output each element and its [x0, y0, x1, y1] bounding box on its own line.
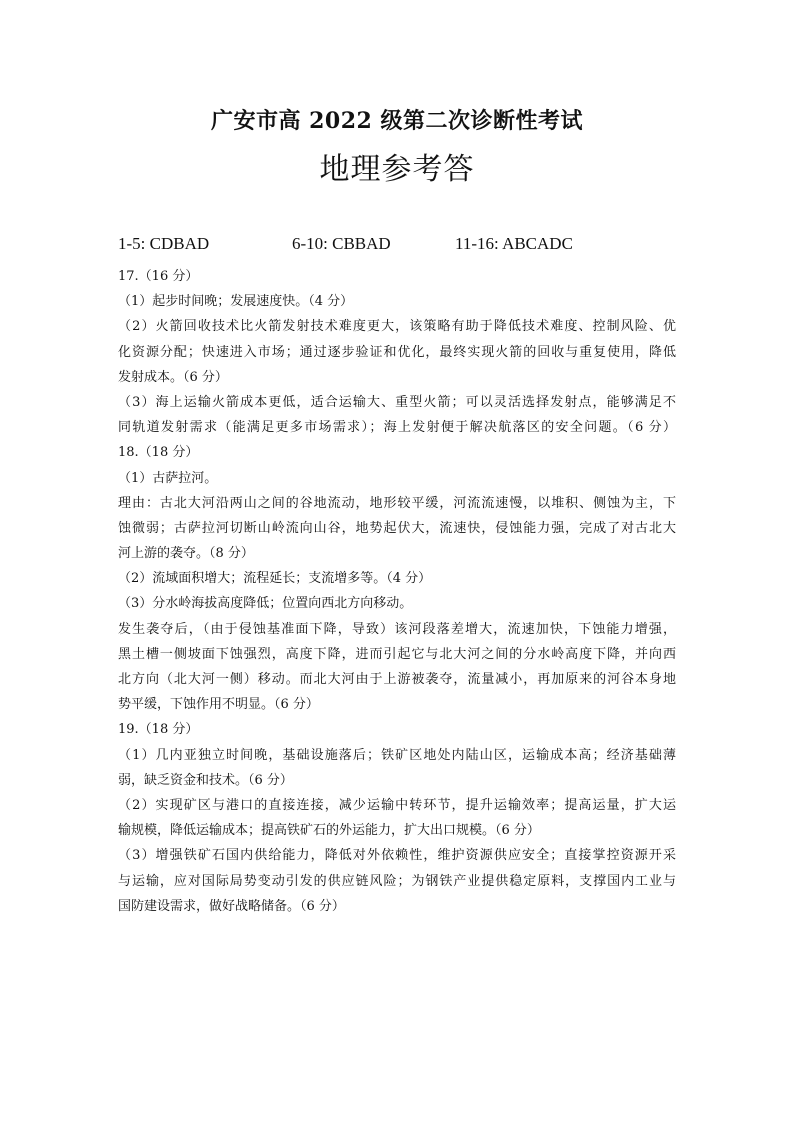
- answer-line: 发射成本。（6 分）: [118, 369, 228, 385]
- answer-line: （3）分水岭海拔高度降低；位置向西北方向移动。: [118, 596, 413, 612]
- answer-line: 发生袭夺后，（由于侵蚀基准面下降，导致）该河段落差增大，流速加快，下蚀能力增强，: [118, 621, 676, 637]
- answer-line: 河上游的袭夺。（8 分）: [118, 546, 254, 562]
- answer-line: 黑土槽一侧坡面下蚀强烈，高度下降，进而引起它与北大河之间的分水岭高度下降，并向西: [118, 646, 676, 662]
- mc-answers-11-16: 11-16: ABCADC: [455, 234, 573, 253]
- answer-line: （1）起步时间晚；发展速度快。（4 分）: [118, 294, 354, 310]
- answer-line: 17.（16 分）: [118, 269, 199, 284]
- answer-line: （3）增强铁矿石国内供给能力，降低对外依赖性，维护资源供应安全；直接掌控资源开采: [118, 848, 676, 864]
- mc-answers-1-5: 1-5: CDBAD: [118, 234, 210, 253]
- mc-answers-6-10: 6-10: CBBAD: [292, 234, 391, 253]
- answer-line: 北方向（北大河一侧）移动。而北大河由于上游被袭夺，流量减小，再加原来的河谷本身地: [118, 672, 676, 687]
- answer-line: 18.（18 分）: [118, 445, 199, 461]
- answer-line: 输规模，降低运输成本；提高铁矿石的外运能力，扩大出口规模。（6 分）: [118, 823, 540, 839]
- answer-line: 与运输，应对国际局势变动引发的供应链风险；为钢铁产业提供稳定原料，支撑国内工业与: [118, 873, 676, 889]
- answer-line: 同轨道发射需求（能满足更多市场需求）；海上发射便于解决航落区的安全问题。（6 分）: [118, 420, 676, 436]
- answer-line: 国防建设需求，做好战略储备。（6 分）: [118, 898, 345, 914]
- answer-line: （2）火箭回收技术比火箭发射技术难度更大，该策略有助于降低技术难度、控制风险、优: [118, 319, 676, 335]
- answer-content: [118, 264, 676, 919]
- answer-line: 势平缓，下蚀作用不明显。（6 分）: [118, 697, 319, 713]
- answer-line: （1）几内亚独立时间晚，基础设施落后；铁矿区地处内陆山区，运输成本高；经济基础薄: [118, 747, 676, 763]
- answer-line: （1）古萨拉河。: [118, 470, 218, 486]
- answer-line: （2）流域面积增大；流程延长；支流增多等。（4 分）: [118, 571, 432, 587]
- answer-line: 理由：古北大河沿两山之间的谷地流动，地形较平缓，河流流速慢，以堆积、侧蚀为主，下: [118, 495, 676, 511]
- answer-line: 弱，缺乏资金和技术。（6 分）: [118, 772, 293, 788]
- exam-title: 广安市高 2022 级第二次诊断性考试: [210, 108, 584, 134]
- answer-line: （3）海上运输火箭成本更低，适合运输大、重型火箭；可以灵活选择发射点，能够满足不: [118, 394, 676, 410]
- subject-title: 地理参考答: [319, 152, 475, 187]
- answer-line: 蚀微弱；古萨拉河切断山岭流向山谷，地势起伏大，流速快，侵蚀能力强，完成了对古北大: [118, 520, 676, 536]
- answer-line: 19.（18 分）: [118, 722, 199, 738]
- answer-line: 化资源分配；快速进入市场；通过逐步验证和优化，最终实现火箭的回收与重复使用，降低: [118, 344, 676, 360]
- answer-line: （2）实现矿区与港口的直接连接，减少运输中转环节，提升运输效率；提高运量，扩大运: [118, 797, 676, 813]
